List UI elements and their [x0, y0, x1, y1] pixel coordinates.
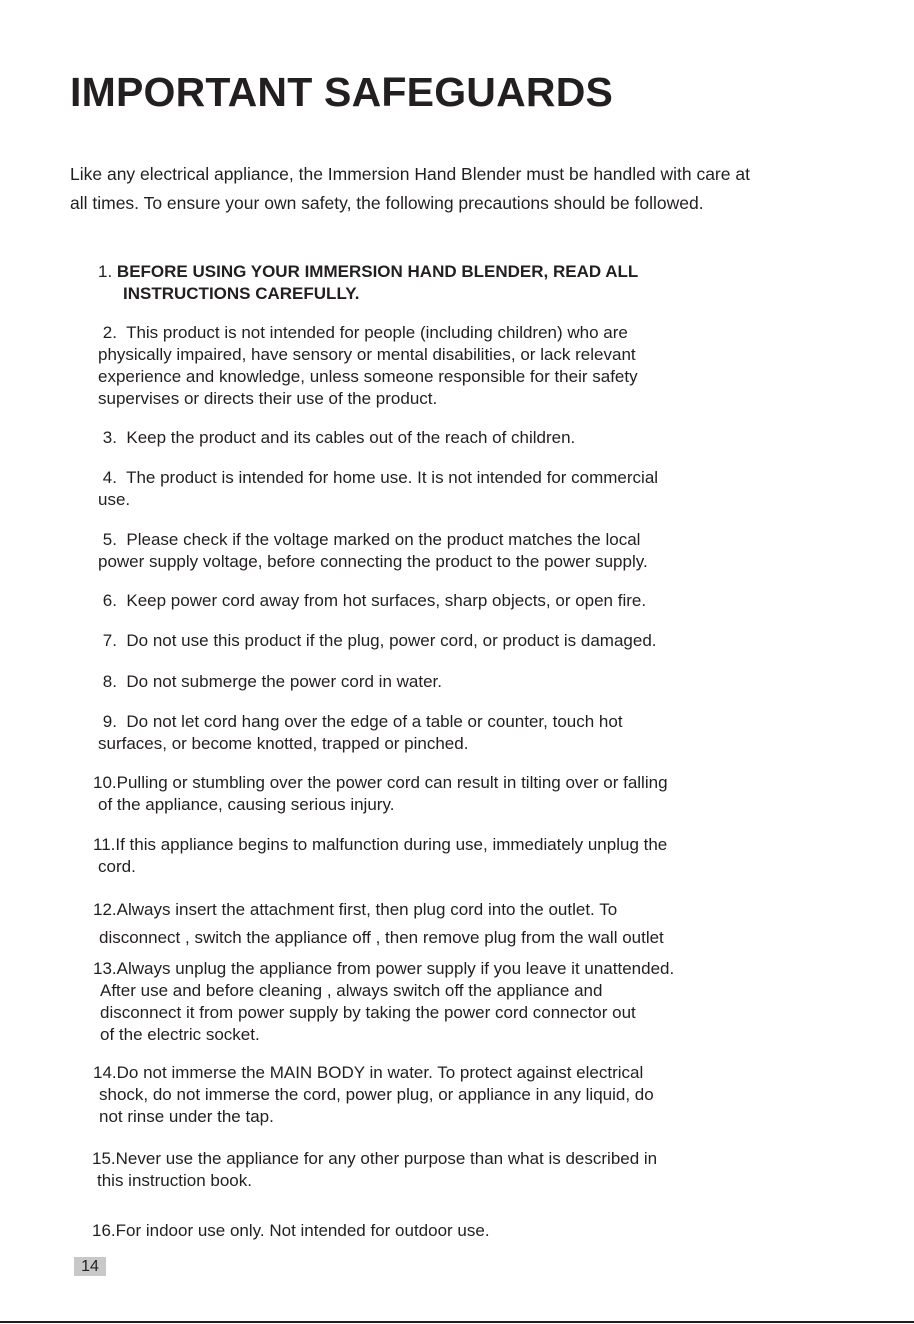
item-number: 2. [102, 323, 117, 342]
item-line: physically impaired, have sensory or mental disabilities, or lack relevant [98, 345, 636, 364]
item-line: Please check if the voltage marked on the product matches the local [126, 530, 641, 549]
item-line: experience and knowledge, unless someone responsible for their safety [98, 367, 638, 386]
item-line: Do not immerse the MAIN BODY in water. To protect against electrical [116, 1063, 644, 1082]
item-line: INSTRUCTIONS CAREFULLY. [123, 284, 360, 303]
item-line: cord. [98, 857, 136, 876]
intro-line-1: Like any electrical appliance, the Immersion Hand Blender must be handled with care at [70, 164, 750, 184]
safeguard-item-1 [98, 261, 798, 305]
item-line: Never use the appliance for any other purpose than what is described in [115, 1149, 658, 1168]
item-line: The product is intended for home use. It is not intended for commercial [126, 468, 659, 487]
item-line: For indoor use only. Not intended for outdoor use. [115, 1221, 490, 1240]
safeguard-item-12 [93, 896, 813, 952]
item-line: Do not use this product if the plug, power cord, or product is damaged. [126, 631, 657, 650]
item-line: shock, do not immerse the cord, power plug, or appliance in any liquid, do [99, 1085, 654, 1104]
item-number: 7. [102, 631, 117, 650]
intro-line-2: all times. To ensure your own safety, the following precautions should be followed. [70, 193, 704, 213]
item-number: 9. [102, 712, 117, 731]
item-line: use. [98, 490, 131, 509]
safeguard-item-6 [98, 590, 798, 612]
item-number: 15. [92, 1149, 116, 1168]
safeguard-item-4 [98, 467, 798, 511]
item-line: this instruction book. [97, 1171, 252, 1190]
item-line: of the appliance, causing serious injury. [98, 795, 395, 814]
item-line: of the electric socket. [100, 1025, 260, 1044]
page-number: 14 [74, 1257, 106, 1276]
item-number: 12. [93, 900, 117, 919]
item-line: surfaces, or become knotted, trapped or pinched. [98, 734, 469, 753]
safeguard-item-16 [92, 1220, 812, 1242]
item-line: disconnect it from power supply by taking the power cord connector out [100, 1003, 636, 1022]
item-line: power supply voltage, before connecting the product to the power supply. [98, 552, 648, 571]
item-line: Do not let cord hang over the edge of a table or counter, touch hot [126, 712, 623, 731]
item-line: After use and before cleaning , always switch off the appliance and [100, 981, 603, 1000]
item-line: supervises or directs their use of the product. [98, 389, 438, 408]
item-number: 10. [93, 773, 117, 792]
safeguard-item-3 [98, 427, 798, 449]
item-number: 8. [102, 672, 117, 691]
item-line: Do not submerge the power cord in water. [126, 672, 442, 691]
item-line: Keep the product and its cables out of the reach of children. [126, 428, 576, 447]
item-number: 13. [93, 959, 117, 978]
safeguard-item-2 [98, 322, 798, 410]
item-line: not rinse under the tap. [99, 1107, 274, 1126]
item-line: This product is not intended for people (including children) who are [126, 323, 628, 342]
item-number: 5. [102, 530, 117, 549]
safeguard-item-15 [92, 1148, 812, 1192]
safeguard-item-13 [93, 958, 813, 1046]
item-line: If this appliance begins to malfunction during use, immediately unplug the [115, 835, 668, 854]
safeguard-item-10 [93, 772, 813, 816]
item-number: 3. [102, 428, 117, 447]
item-line: Always unplug the appliance from power supply if you leave it unattended. [116, 959, 675, 978]
safeguard-item-9 [98, 711, 798, 755]
item-number: 6. [102, 591, 117, 610]
safeguard-item-7 [98, 630, 798, 652]
safeguard-item-11 [93, 834, 813, 878]
item-line: Always insert the attachment first, then plug cord into the outlet. To [116, 900, 618, 919]
item-number: 14. [93, 1063, 117, 1082]
safeguard-item-5 [98, 529, 798, 573]
item-number: 1. [98, 262, 113, 281]
item-number: 4. [102, 468, 117, 487]
item-line: Keep power cord away from hot surfaces, sharp objects, or open fire. [126, 591, 647, 610]
item-number: 11. [93, 835, 116, 854]
item-line: Pulling or stumbling over the power cord can result in tilting over or falling [116, 773, 668, 792]
item-number: 16. [92, 1221, 116, 1240]
page-bottom-divider [0, 1321, 914, 1323]
page-title: IMPORTANT SAFEGUARDS [70, 69, 614, 115]
item-line: BEFORE USING YOUR IMMERSION HAND BLENDER, READ ALL [116, 262, 639, 281]
intro-paragraph [70, 160, 860, 218]
safeguard-item-14 [93, 1062, 813, 1128]
item-line: disconnect , switch the appliance off , then remove plug from the wall outlet [99, 928, 664, 947]
safeguard-item-8 [98, 671, 798, 693]
